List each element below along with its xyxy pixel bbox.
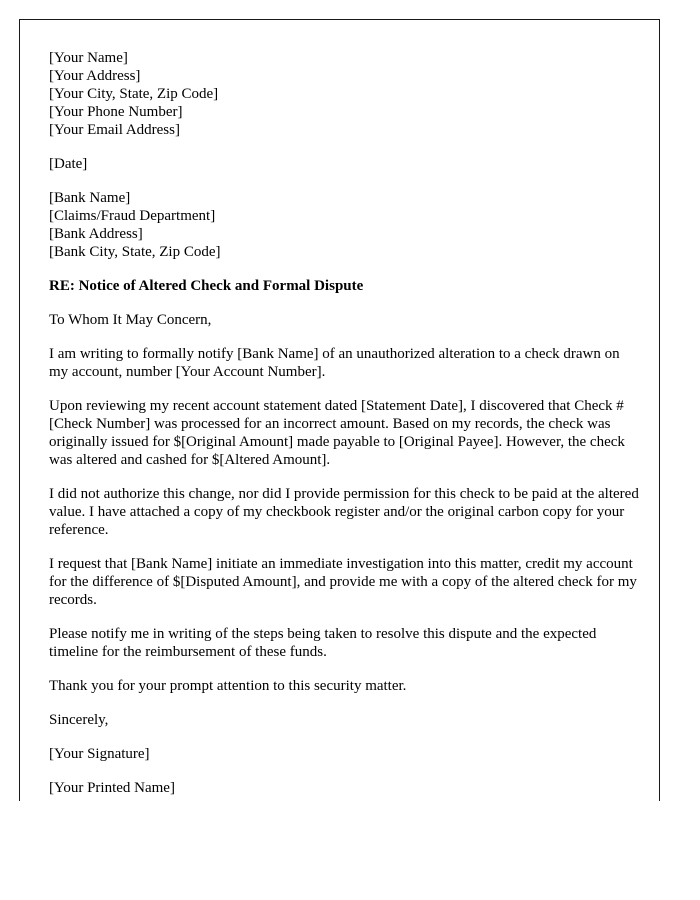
date-block [49, 155, 639, 173]
salutation: To Whom It May Concern, [49, 312, 212, 328]
letter-content [49, 49, 639, 813]
printed-name: [Your Printed Name] [49, 780, 175, 796]
recipient-department: [Claims/Fraud Department] [49, 208, 216, 224]
body-paragraph-3: I did not authorize this change, nor did I provide permission for this check to be paid at the altered value. I have attached a copy of my checkbook register and/or the original carbon copy for your reference. [49, 486, 639, 538]
sender-city-state-zip: [Your City, State, Zip Code] [49, 86, 219, 102]
signature-placeholder: [Your Signature] [49, 746, 150, 762]
body-paragraph-1: I am writing to formally notify [Bank Name] of an unauthorized alteration to a check drawn on my account, number [Your Account Number]. [49, 346, 620, 380]
letter-date: [Date] [49, 156, 88, 172]
recipient-bank-address: [Bank Address] [49, 226, 143, 242]
body-paragraph-5: Please notify me in writing of the steps being taken to resolve this dispute and the expected timeline for the reimbursement of these funds. [49, 626, 597, 660]
recipient-bank-city-state-zip: [Bank City, State, Zip Code] [49, 244, 221, 260]
letter-page [19, 19, 660, 801]
sender-phone: [Your Phone Number] [49, 104, 183, 120]
body-paragraph-6: Thank you for your prompt attention to this security matter. [49, 678, 407, 694]
body-paragraph-2: Upon reviewing my recent account statement dated [Statement Date], I discovered that Check #[Check Number] was processed for an incorrect amount. Based on my records, the check was originally issued for $[Original Amount] made payable to [Original Payee]. However, the check was altered and cashed for $[Altered Amount]. [49, 398, 625, 468]
sender-email: [Your Email Address] [49, 122, 180, 138]
closing: Sincerely, [49, 712, 109, 728]
body-paragraph-4: I request that [Bank Name] initiate an immediate investigation into this matter, credit my account for the difference of $[Disputed Amount], and provide me with a copy of the altered check for my records. [49, 556, 637, 608]
recipient-block [49, 189, 639, 261]
recipient-bank-name: [Bank Name] [49, 190, 131, 206]
sender-address: [Your Address] [49, 68, 141, 84]
sender-name: [Your Name] [49, 50, 128, 66]
subject-line: RE: Notice of Altered Check and Formal Dispute [49, 278, 364, 294]
sender-block [49, 49, 639, 139]
